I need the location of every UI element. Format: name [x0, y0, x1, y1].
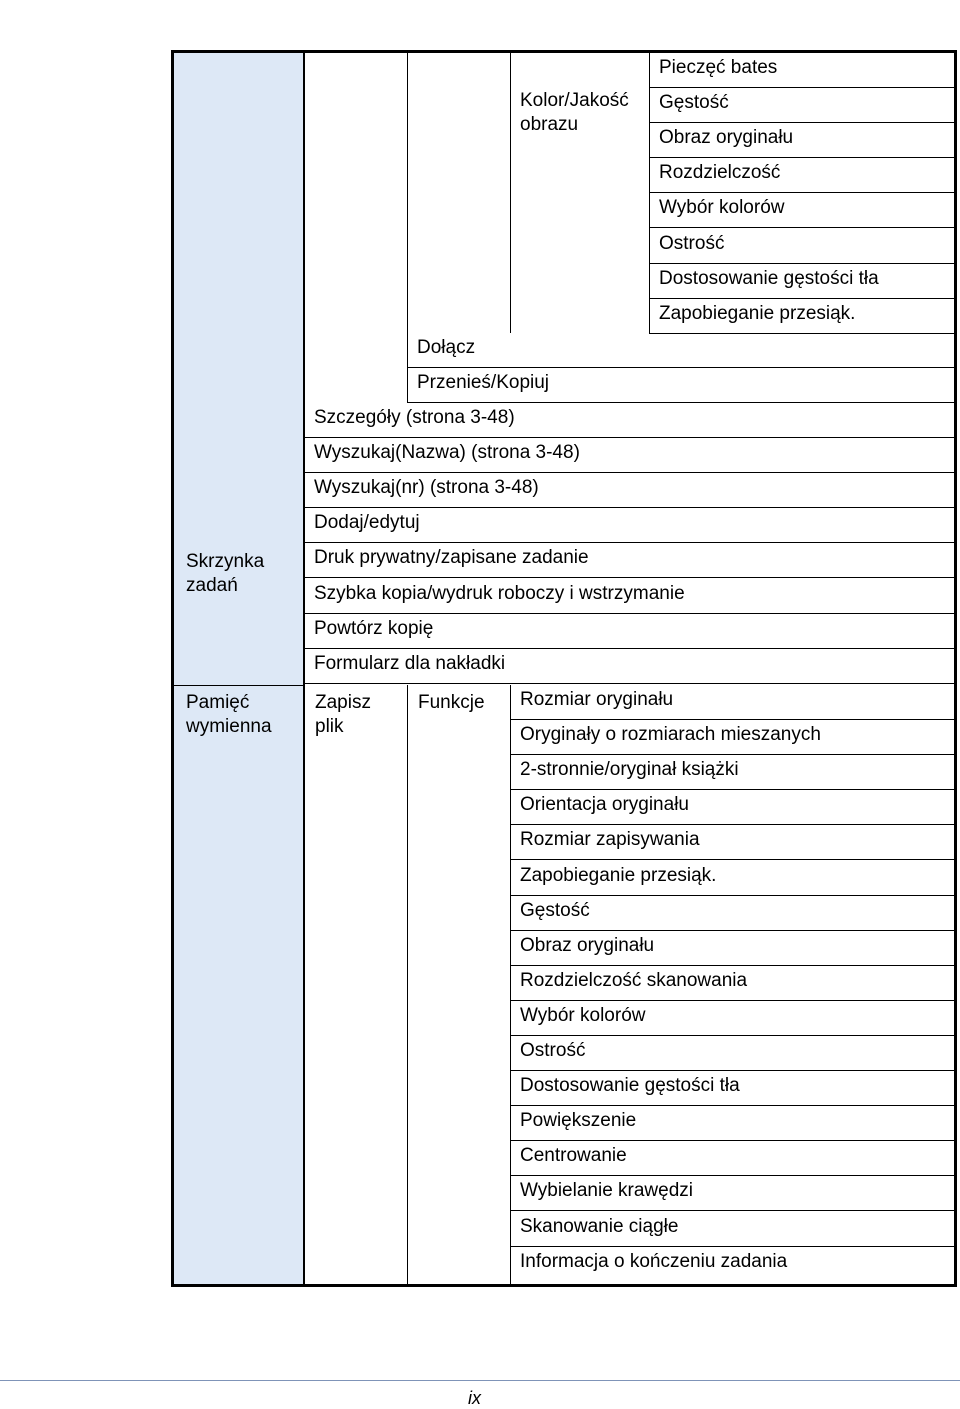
list-item — [304, 614, 957, 649]
list-item — [304, 403, 957, 438]
list-item-label: Informacja o kończeniu zadania — [520, 1250, 788, 1272]
footer-rule — [0, 1380, 960, 1381]
list-item-label: Wybielanie krawędzi — [520, 1180, 694, 1202]
list-item — [649, 88, 957, 123]
list-item-label: Dostosowanie gęstości tła — [520, 1075, 740, 1097]
list-item-label: Wybór kolorów — [659, 197, 785, 219]
functions-label: Funkcje — [418, 692, 485, 713]
list-item-label: Dostosowanie gęstości tła — [659, 267, 879, 289]
list-item-label: Druk prywatny/zapisane zadanie — [314, 547, 589, 569]
list-item — [304, 508, 957, 543]
list-item-label: Obraz oryginału — [520, 934, 655, 956]
list-item-label: Formularz dla nakładki — [314, 652, 506, 674]
list-item — [649, 53, 957, 88]
list-item — [510, 1071, 957, 1106]
list-item-label: Rozdzielczość skanowania — [520, 969, 748, 991]
sidebar-divider — [174, 685, 304, 686]
list-item-label: Rozdzielczość — [659, 162, 781, 184]
list-item-label: Oryginały o rozmiarach mieszanych — [520, 724, 821, 746]
list-item-label: Gęstość — [659, 92, 729, 114]
menu-map-table — [171, 50, 957, 1287]
list-item — [510, 1176, 957, 1211]
list-item — [304, 543, 957, 578]
list-item — [510, 825, 957, 860]
list-item-label: 2-stronnie/oryginał książki — [520, 759, 739, 781]
list-item-label: Powiększenie — [520, 1110, 637, 1132]
list-item — [649, 299, 957, 334]
list-item-label: Wyszukaj(Nazwa) (strona 3-48) — [314, 442, 580, 464]
list-item — [649, 193, 957, 228]
list-item — [510, 966, 957, 1001]
list-item-label: Dodaj/edytuj — [314, 512, 420, 534]
list-item-label: Ostrość — [659, 232, 725, 254]
col-line-2 — [407, 53, 408, 333]
list-item-label: Obraz oryginału — [659, 127, 794, 149]
list-item-label: Ostrość — [520, 1040, 586, 1061]
list-item — [649, 123, 957, 158]
list-item — [304, 473, 957, 508]
list-item — [304, 438, 957, 473]
list-item — [510, 931, 957, 966]
list-item — [510, 1001, 957, 1036]
list-item — [510, 861, 957, 896]
list-item-label: Rozmiar zapisywania — [520, 829, 700, 851]
move-copy-label: Przenieś/Kopiuj — [417, 372, 550, 393]
page-number: ix — [468, 1388, 481, 1408]
list-item-label: Orientacja oryginału — [520, 794, 689, 816]
list-item — [649, 229, 957, 264]
list-item-label: Gęstość — [520, 899, 590, 921]
list-item — [510, 1106, 957, 1141]
list-item-label: Powtórz kopię — [314, 617, 434, 639]
list-item-label: Rozmiar oryginału — [520, 689, 674, 710]
move-copy-row — [407, 368, 957, 403]
list-item-label: Zapobieganie przesiąk. — [659, 302, 856, 324]
list-item-label: Skanowanie ciągłe — [520, 1215, 679, 1237]
job-box-label: Skrzynka zadań — [186, 551, 265, 596]
list-item — [510, 685, 957, 720]
list-item-label: Zapobieganie przesiąk. — [520, 864, 717, 886]
col-line-removable-2 — [407, 685, 408, 1287]
join-label: Dołącz — [417, 337, 476, 358]
list-item — [510, 790, 957, 825]
list-item-label: Pieczęć bates — [659, 57, 778, 78]
save-file-label: Zapisz plik — [315, 692, 371, 737]
list-item — [649, 158, 957, 193]
join-row — [407, 333, 957, 368]
list-item-label: Centrowanie — [520, 1145, 627, 1167]
list-item-label: Szybka kopia/wydruk roboczy i wstrzymanie — [314, 582, 685, 604]
list-item — [510, 720, 957, 755]
list-item-label: Szczegóły (strona 3-48) — [314, 407, 515, 428]
list-item — [510, 896, 957, 931]
sidebar-column — [174, 53, 304, 1284]
list-item — [510, 1247, 957, 1282]
list-item — [510, 1141, 957, 1176]
removable-memory-label: Pamięć wymienna — [186, 692, 272, 737]
list-item — [304, 579, 957, 614]
col-line-3 — [510, 53, 511, 333]
list-item-label: Wybór kolorów — [520, 1004, 646, 1026]
list-item — [510, 1212, 957, 1247]
list-item-label: Wyszukaj(nr) (strona 3-48) — [314, 477, 539, 499]
list-item — [304, 649, 957, 684]
list-item — [649, 264, 957, 299]
list-item — [510, 755, 957, 790]
color-quality-label: Kolor/Jakość obrazu — [520, 90, 629, 135]
list-item — [510, 1036, 957, 1071]
